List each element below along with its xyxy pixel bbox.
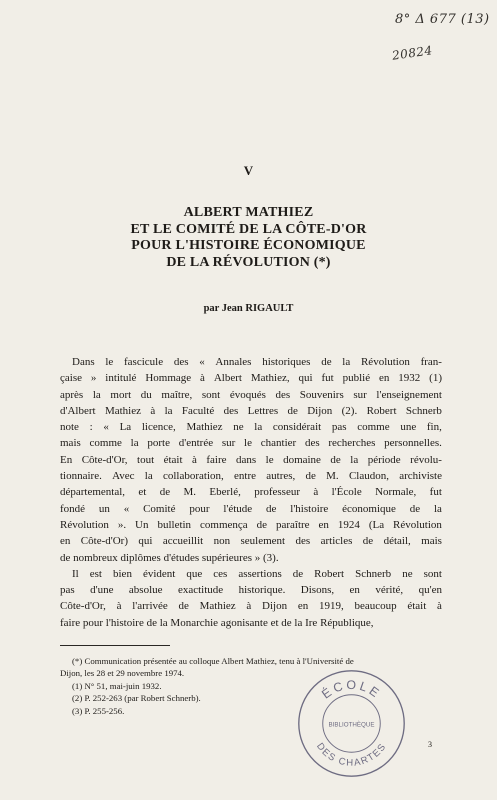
body-line: en Côte-d'Or) qui accueillit non seulement des articles de détail, mais — [60, 535, 442, 548]
body-line: après la mort du maître, sont évoqués des Souvenirs sur l'enseignement — [60, 388, 442, 401]
body-line: départemental, et de M. Eberlé, professeur à l'École Normale, fut — [60, 486, 442, 499]
footnote-line: (1) N° 51, mai-juin 1932. — [72, 680, 162, 691]
body-line: Dans le fascicule des « Annales historiques de la Révolution fran- — [72, 356, 442, 368]
stamp-bottom-text: DES CHARTES — [314, 741, 389, 769]
body-text — [60, 354, 442, 631]
body-line: En Côte-d'Or, tout était à faire dans le domaine de la période révolu- — [60, 453, 442, 466]
footnote-line: (*) Communication présentée au colloque Albert Mathiez, tenu à l'Université de — [72, 656, 354, 666]
body-line: note : « La licence, Mathiez ne la considérait pas comme une fin, — [60, 421, 442, 434]
chapter-numeral: V — [243, 163, 254, 178]
article-title — [0, 205, 497, 271]
body-line: mais comme la porte d'entrée sur le chantier des recherches personnelles. — [60, 437, 442, 450]
stamp-center-text: BIBLIOTHÈQUE — [328, 721, 375, 729]
svg-text:DES CHARTES — [314, 741, 389, 769]
stamp-top-text: ÉCOLE — [319, 677, 384, 702]
body-line: tionnaire. Avec la collaboration, entre autres, de M. Claudon, archiviste — [60, 470, 442, 483]
footnote-line: Dijon, les 28 et 29 novembre 1974. — [60, 668, 185, 679]
title-line: ALBERT MATHIEZ — [183, 205, 314, 220]
body-line: d'Albert Mathiez à la Faculté des Lettres de Dijon (2). Robert Schnerb — [60, 404, 442, 417]
handwritten-shelfmark: 8° Δ 677 (13) — [395, 12, 490, 27]
title-line: DE LA RÉVOLUTION (*) — [166, 254, 331, 270]
body-line: de nombreux diplômes d'études supérieures » (3). — [60, 551, 279, 564]
title-line: ET LE COMITÉ DE LA CÔTE-D'OR — [130, 221, 367, 237]
body-line: Révolution ». Un bulletin commença de paraître en 1924 (La Révolution — [60, 518, 442, 531]
body-line: Il est bien évident que ces assertions de Robert Schnerb ne sont — [72, 567, 442, 580]
handwritten-number: 20824 — [391, 43, 434, 63]
footnote-line: (2) P. 252-263 (par Robert Schnerb). — [72, 693, 201, 704]
body-line: pas d'une absolue exactitude historique. Disons, en vérité, qu'en — [60, 584, 442, 597]
library-stamp — [294, 666, 409, 781]
svg-text:ÉCOLE — [319, 678, 384, 702]
body-line: Côte-d'Or, à l'arrivée de Mathiez à Dijon en 1919, beaucoup était à — [60, 600, 442, 613]
body-line: fondé un « Comité pour l'étude de l'histoire économique de la — [60, 502, 442, 515]
footnote-line: (3) P. 255-256. — [72, 705, 125, 716]
footnote-separator — [60, 645, 170, 646]
author-byline: par Jean RIGAULT — [203, 303, 294, 314]
title-line: POUR L'HISTOIRE ÉCONOMIQUE — [131, 238, 366, 253]
page-number: 3 — [428, 740, 432, 749]
body-line: çaise » intitulé Hommage à Albert Mathiez, qui fut publié en 1932 (1) — [60, 372, 442, 385]
body-line: faire pour l'histoire de la Monarchie agonisante et de la Ire République, — [60, 616, 374, 629]
